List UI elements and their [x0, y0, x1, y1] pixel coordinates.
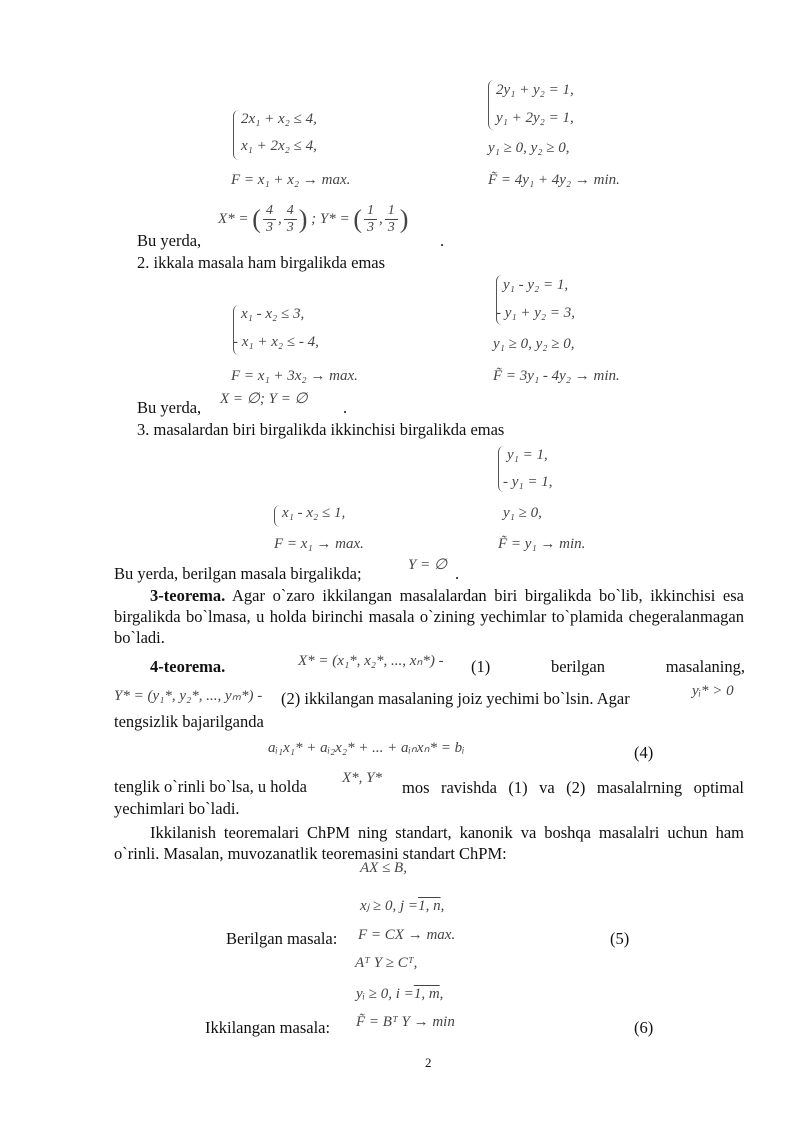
ex3-dual-sign: y₁ ≥ 0, — [503, 505, 542, 521]
ex1-period: . — [440, 231, 445, 250]
brace-ex1-dual — [488, 80, 495, 130]
std-line-6: F̃ = Bᵀ Y → min — [356, 1014, 455, 1030]
ex3-dual-line-2: - y₁ = 1, — [503, 474, 553, 490]
paragraph-duality: Ikkilanish teoremalari ChPM ning standart, kanonik va boshqa masalalri uchun ham o`rinli. Masalan, muvozanatlik teoremasini standart ChPM: — [114, 823, 744, 863]
ex1-dual-objective: F̃ = 4y₁ + 4y₂ → min. — [488, 172, 620, 188]
fraction: $\frac{4}{3}$ — [263, 203, 276, 236]
ex3-solution: Y = ∅ — [408, 557, 448, 573]
brace-ex3-primal — [274, 505, 280, 527]
ex1-primal-line-1: 2x₁ + x₂ ≤ 4, — [241, 111, 317, 127]
ex1-primal-line-2: x₁ + 2x₂ ≤ 4, — [241, 138, 317, 154]
theorem-4-y-formula: Y* = (y₁*, y₂*, ..., yₘ*) - — [114, 688, 263, 704]
fraction: $\frac{4}{3}$ — [284, 203, 297, 236]
theorem-4-part-2: (2) ikkilangan masalaning joiz yechimi bo`lsin. Agar — [281, 689, 630, 708]
std-line-1: AX ≤ B, — [360, 860, 407, 876]
equation-number-4: (4) — [634, 743, 654, 762]
ex3-primal-objective: F = x₁ → max. — [274, 536, 364, 552]
page-number: 2 — [425, 1055, 432, 1070]
theorem-4-part-4a: tenglik o`rinli bo`lsa, u holda — [114, 777, 307, 796]
ex1-sol-x: X* = — [218, 210, 249, 227]
ex1-dual-sign: y₁ ≥ 0, y₂ ≥ 0, — [488, 140, 570, 156]
fraction: $\frac{1}{3}$ — [385, 203, 398, 236]
ex2-primal-line-1: x₁ - x₂ ≤ 3, — [241, 306, 305, 322]
theorem-4-part-1: (1) berilgan masalaning, — [471, 657, 745, 676]
ex2-label: Bu yerda, — [137, 398, 202, 417]
equation-number-5: (5) — [610, 929, 630, 948]
given-problem-label: Berilgan masala: — [226, 929, 338, 948]
dual-problem-label: Ikkilangan masala: — [205, 1018, 331, 1037]
ex3-label: Bu yerda, berilgan masala birgalikda; — [114, 564, 362, 583]
ex2-dual-line-2: - y₁ + y₂ = 3, — [496, 305, 575, 321]
ex3-dual-line-1: y₁ = 1, — [507, 447, 548, 463]
theorem-3 — [114, 585, 744, 648]
std-line-2: xⱼ ≥ 0, j =1, n, — [360, 898, 445, 914]
ex2-dual-objective: F̃ = 3y₁ - 4y₂ → min. — [493, 368, 620, 384]
ex2-dual-line-1: y₁ - y₂ = 1, — [503, 277, 569, 293]
theorem-4-equation: aᵢ₁x₁* + aᵢ₂x₂* + ... + aᵢₙxₙ* = bᵢ — [268, 740, 465, 756]
ex1-primal-objective: F = x₁ + x₂ → max. — [231, 172, 351, 188]
ex1-sol-y: ; Y* = — [311, 210, 350, 227]
equation-number-6: (6) — [634, 1018, 654, 1037]
ex1-dual-line-1: 2y₁ + y₂ = 1, — [496, 82, 574, 98]
ex3-primal-line-1: x₁ - x₂ ≤ 1, — [282, 505, 346, 521]
theorem-4-xy: X*, Y* — [342, 770, 383, 786]
ex2-period: . — [343, 398, 348, 417]
list-item-3: 3. masalardan biri birgalikda ikkinchisi birgalikda emas — [137, 420, 505, 439]
ex1-label: Bu yerda, — [137, 231, 202, 250]
theorem-4-x-formula: X* = (x₁*, x₂*, ..., xₙ*) - — [298, 653, 444, 669]
theorem-4-part-4b: mos ravishda (1) va (2) masalalrning optimal yechimlari bo`ladi. — [114, 778, 744, 818]
ex3-period: . — [455, 564, 460, 583]
ex1-dual-line-2: y₁ + 2y₂ = 1, — [496, 110, 574, 126]
theorem-4-condition: yᵢ* > 0 — [692, 683, 734, 699]
theorem-4-part-3: tengsizlik bajarilganda — [114, 712, 264, 731]
ex2-primal-line-2: - x₁ + x₂ ≤ - 4, — [233, 334, 319, 350]
ex2-solution: X = ∅; Y = ∅ — [220, 391, 308, 407]
ex1-solution: X* = ( $\frac{4}{3}$ , $\frac{4}{3}$ ) ; Y* = ( $\frac{1}{3}$ , $\frac{1}{3}$ ) — [218, 203, 409, 235]
theorem-3-text: Agar o`zaro ikkilangan masalalardan biri birgalikda bo`lib, ikkinchisi esa birgalikda bo`lmasa, u holda birinchi masala o`zining yechimlar to`plamida chegeralanmagan bo`ladi. — [114, 586, 744, 647]
brace-ex1-primal — [233, 110, 240, 160]
ex3-dual-objective: F̃ = y₁ → min. — [498, 536, 586, 552]
list-item-2: 2. ikkala masala ham birgalikda emas — [137, 253, 386, 272]
std-line-4: Aᵀ Y ≥ Cᵀ, — [355, 955, 418, 971]
ex2-primal-objective: F = x₁ + 3x₂ → max. — [231, 368, 358, 384]
std-line-3: F = CX → max. — [358, 927, 456, 943]
theorem-4-title: 4-teorema. — [150, 657, 226, 676]
ex2-dual-sign: y₁ ≥ 0, y₂ ≥ 0, — [493, 336, 575, 352]
std-line-5: yᵢ ≥ 0, i =1, m, — [356, 986, 444, 1002]
fraction: $\frac{1}{3}$ — [364, 203, 377, 236]
theorem-3-title: 3-teorema. — [150, 586, 226, 605]
